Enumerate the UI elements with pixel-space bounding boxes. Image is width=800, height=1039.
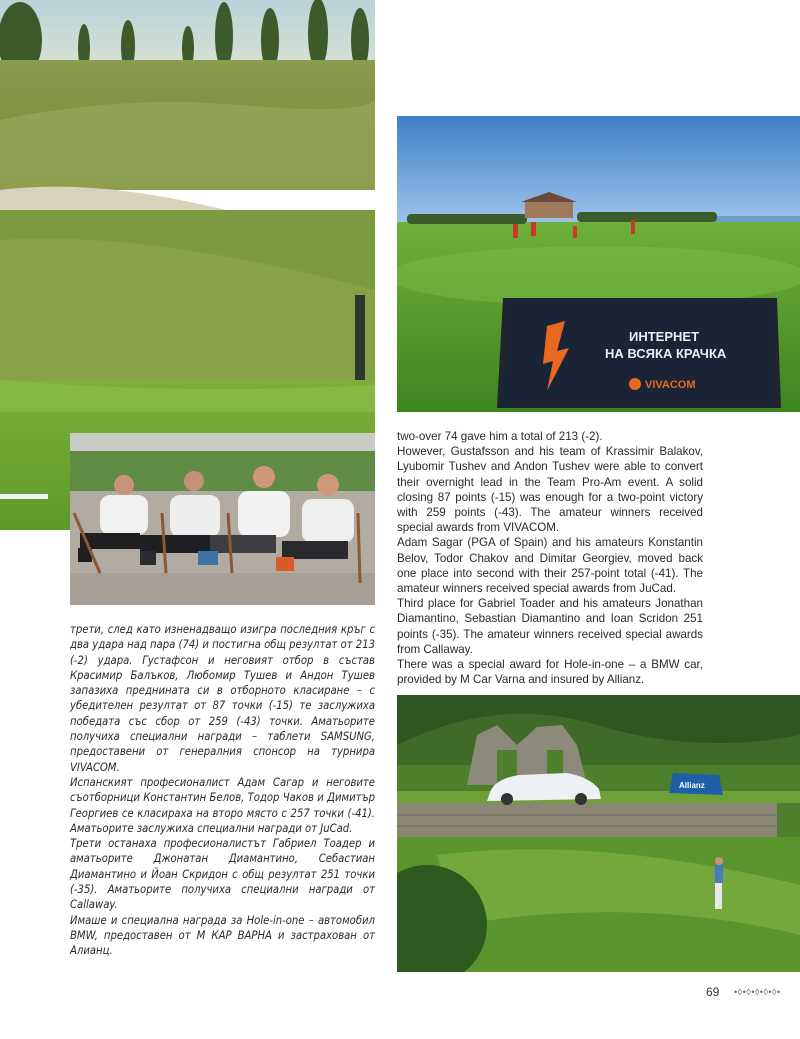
paragraph: Испанският професионалист Адам Сагар и неговите съотборници Константин Белов, Тодор Чаков и Димитър Георгиев се класираха на второ място с 257 точки (-41). Аматьорите заслужиха специални награди от JuCad. xyxy=(70,775,375,835)
vivacom-logo-icon xyxy=(629,378,641,390)
paragraph: two-over 74 gave him a total of 213 (-2). xyxy=(397,430,603,443)
team-photo xyxy=(70,433,375,605)
article-text-english xyxy=(397,429,703,687)
banner-line1: ИНТЕРНЕТ xyxy=(629,329,700,344)
sponsor-sign-text: Allianz xyxy=(679,781,705,790)
article-text-bulgarian xyxy=(70,622,375,959)
ornament-icon: •◊•◊•◊•◊•◊• xyxy=(734,987,781,997)
paragraph: Имаше и специална награда за Hole-in-one – автомобил BMW, предоставен от М КАР ВАРНА и застрахован от Алианц. xyxy=(70,913,375,958)
car-photo xyxy=(397,695,800,972)
golfers-team-portrait-icon xyxy=(70,433,375,605)
paragraph: Adam Sagar (PGA of Spain) and his amateurs Konstantin Belov, Todor Chakov and Dimitar Georgiev, moved back one place into second with their 257-point total (-41). The amateur winners received special awards from JuCad. xyxy=(397,536,703,596)
paragraph: трети, след като изненадващо изигра последния кръг с два удара над пара (74) и постигна общ резултат от 213 (-2) удара. Густафсон и неговият отбор в състав Красимир Балъков, Любомир Тушев и Андон Тушев запазиха преднината си в отборното класиране – с убедителен резултат от 87 точки (-15) те заслужиха победата със сбор от 259 (-43) точки. Аматьорите получиха специални награди – таблети SAMSUNG, предоставени от генералния спонсор на турнира VIVACOM. xyxy=(70,623,375,774)
paragraph: Трети останаха професионалистът Габриел Тоадер и аматьорите Джонатан Диамантино, Себастиан Диамантино и Йоан Скридон с общ резултат 251 точки (-35). Аматьорите получиха специални награди от Callaway. xyxy=(70,837,375,912)
banner-line2: НА ВСЯКА КРАЧКА xyxy=(605,346,727,361)
golf-green-with-banner-icon xyxy=(397,116,800,412)
banner-photo xyxy=(397,116,800,412)
paragraph: However, Gustafsson and his team of Krassimir Balakov, Lyubomir Tushev and Andon Tushev were able to convert their overnight lead in the Team Pro-Am event. A solid closing 87 points (-15) was enough for a two-point victory with 259 points (-43). The amateur winners received special awards from VIVACOM. xyxy=(397,445,703,535)
paragraph: Third place for Gabriel Toader and his amateurs Jonathan Diamantino, Sebastian Diamantino and Ioan Scridon 251 points (-35). The amateur winners received special awards from Callaway. xyxy=(397,597,703,656)
page-number: 69 xyxy=(706,985,720,999)
bmw-car-on-course-icon xyxy=(397,695,800,972)
banner-logo-text: VIVACOM xyxy=(645,379,696,391)
paragraph: There was a special award for Hole-in-one – a BMW car, provided by M Car Varna and insured by Allianz. xyxy=(397,658,703,687)
